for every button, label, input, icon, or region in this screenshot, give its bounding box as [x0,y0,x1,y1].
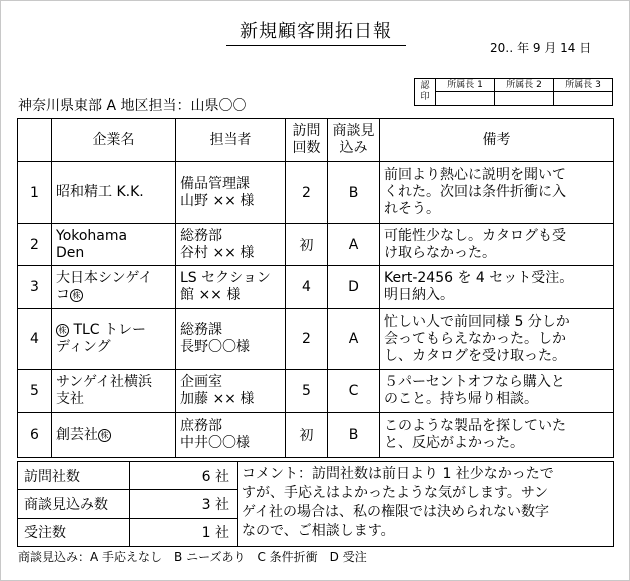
row-number: 5 [18,370,52,413]
remarks-line: 前回より熱心に説明を聞いて [384,167,566,183]
prospect-grade: A [328,309,380,370]
remarks-line: 明日納入。 [384,287,454,303]
prospect-grade: B [328,162,380,224]
prospects-total-label: 商談見込み数 [18,490,130,518]
contact-dept: 総務課 [180,322,222,338]
contact-person [176,224,286,266]
kabushiki-mark: 株 [56,324,69,337]
visits-total-label: 訪問社数 [18,462,130,490]
remarks-line: 忙しい人で前回同様 5 分しか [384,313,570,330]
prospect-grade: D [328,266,380,309]
company-name [52,266,176,309]
stamp-header-1: 所属長 1 [436,79,495,92]
header-contact: 担当者 [176,119,286,162]
remarks [380,266,614,309]
stamp-cell-3 [554,92,613,106]
area-assignee: 神奈川県東部 A 地区担当：山県〇〇 [18,98,247,114]
visits-total-value: 6 社 [130,462,238,490]
contact-name: 中井〇〇様 [180,435,250,451]
orders-total-label: 受注数 [18,518,130,546]
contact-dept: 庶務部 [180,418,222,434]
summary-table [17,461,614,547]
remarks [380,224,614,266]
header-visits-line1: 訪問 [292,123,321,139]
contact-dept: 企画室 [180,374,222,390]
stamp-cell-1 [436,92,495,106]
company-line: Yokohama [56,227,128,244]
row-number: 3 [18,266,52,309]
header-prospect [328,119,380,162]
company-line: サンゲイ社横浜 [56,374,153,390]
company-line: 支社 [56,391,84,407]
report-date: 20‥ 年 9 月 14 日 [490,41,592,55]
table-row [18,266,614,309]
company-name [52,309,176,370]
comment-line: ゲイ社の場合は、私の権限では決められない数字 [242,504,550,520]
company-name [52,370,176,413]
contact-dept: LS セクション [180,270,271,286]
comment-line: すが、手応えはよかったような気がします。サン [242,485,549,501]
contact-person [176,413,286,458]
remarks-line: け取らなかった。 [384,244,496,261]
table-row [18,162,614,224]
prospect-grade: C [328,370,380,413]
header-remarks: 備考 [380,119,614,162]
visit-count: 5 [286,370,328,413]
remarks [380,162,614,224]
contact-name: 館 ×× 様 [180,287,241,303]
contact-person [176,309,286,370]
kabushiki-mark: 株 [70,289,83,302]
visit-count: 4 [286,266,328,309]
comment-line: コメント：訪問社数は前日より 1 社少なかったで [242,466,554,482]
row-number: 4 [18,309,52,370]
stamp-header-2: 所属長 2 [495,79,554,92]
remarks [380,309,614,370]
contact-name: 山野 ×× 様 [180,192,255,209]
row-number: 1 [18,162,52,224]
contact-person [176,162,286,224]
prospect-grade: A [328,224,380,266]
visit-count: 2 [286,162,328,224]
remarks-line: Kert-2456 を 4 セット受注。 [384,270,574,286]
table-row [18,309,614,370]
visit-count: 2 [286,309,328,370]
comment-line: なので、ご相談します。 [242,523,395,539]
remarks-line: のこと。持ち帰り相談。 [384,391,538,407]
contact-person [176,266,286,309]
header-prospect-line2: 込み [339,140,368,156]
table-row [18,413,614,458]
remarks-line: れそう。 [384,201,440,217]
company-line: 昭和精工 K.K. [56,184,144,200]
stamp-cell-2 [495,92,554,106]
stamp-header-3: 所属長 3 [554,79,613,92]
remarks-line: このような製品を探していた [384,418,566,434]
company-line: 創芸社 [56,426,98,443]
prospect-legend: 商談見込み：A 手応えなし B ニーズあり C 条件折衝 D 受注 [18,550,367,564]
company-name [52,413,176,458]
remarks [380,413,614,458]
company-line: コ [56,287,70,303]
remarks [380,370,614,413]
prospects-total-value: 3 社 [130,490,238,518]
contact-dept: 総務部 [180,227,222,244]
title-underline [226,45,406,46]
visit-count: 初 [286,224,328,266]
comment-box [238,462,614,547]
remarks-line: ５パーセントオフなら購入と [384,374,565,390]
contact-person [176,370,286,413]
company-line: 大日本シンゲイ [56,270,153,286]
remarks-line: 会ってもらえなかった。しか [384,330,566,347]
stamp-label-bottom: 印 [420,92,430,102]
contact-dept: 備品管理課 [180,175,250,192]
remarks-line: 可能性少なし。カタログも受 [384,227,566,244]
contact-name: 谷村 ×× 様 [180,244,255,261]
header-company: 企業名 [52,119,176,162]
contact-name: 加藤 ×× 様 [180,391,255,407]
approval-stamp-box [414,78,613,106]
company-line: ディング [56,339,111,355]
prospect-grade: B [328,413,380,458]
row-number: 2 [18,224,52,266]
header-visits-line2: 回数 [292,140,321,156]
header-visits [286,119,328,162]
row-number: 6 [18,413,52,458]
kabushiki-mark: 株 [98,429,111,442]
stamp-label-top: 認 [420,81,430,91]
stamp-label [415,79,436,106]
visit-count: 初 [286,413,328,458]
header-no [18,119,52,162]
table-row [18,224,614,266]
company-line: Den [56,244,85,261]
orders-total-value: 1 社 [130,518,238,546]
remarks-line: し、カタログを受け取った。 [384,347,566,364]
company-line: TLC トレー [69,322,147,338]
contact-name: 長野〇〇様 [180,339,250,355]
header-prospect-line1: 商談見 [332,123,375,139]
remarks-line: と、反応がよかった。 [384,435,524,451]
report-title: 新規顧客開拓日報 [240,21,392,42]
table-header-row [18,119,614,162]
company-name [52,162,176,224]
visit-table [17,118,614,458]
remarks-line: くれた。次回は条件折衝に入 [384,184,566,200]
company-name [52,224,176,266]
table-row [18,370,614,413]
